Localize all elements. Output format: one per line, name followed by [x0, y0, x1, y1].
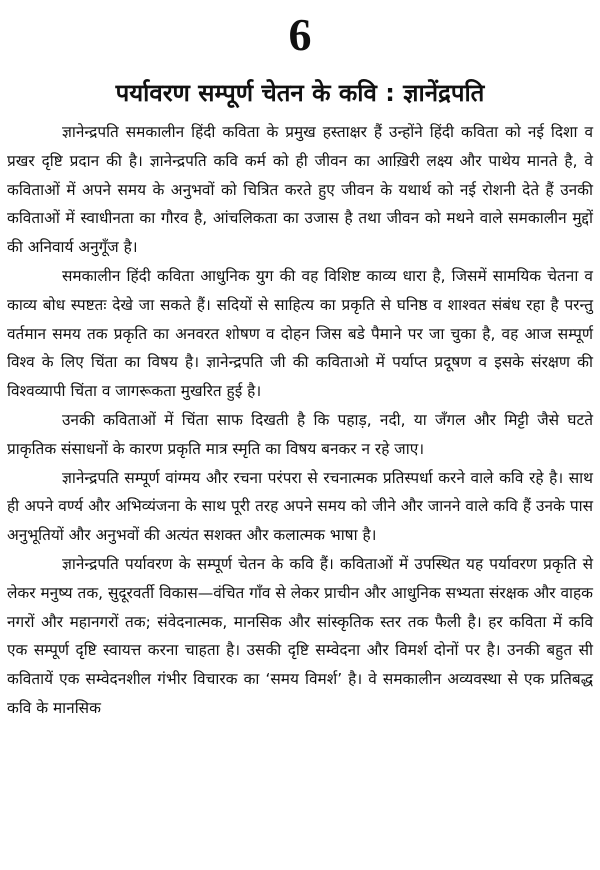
paragraph: ज्ञानेन्द्रपति समकालीन हिंदी कविता के प्रमुख हस्ताक्षर हैं उन्होंने हिंदी कविता को नई दिशा व प्रखर दृष्टि प्रदान की है। ज्ञानेन्द्रपति कवि कर्म को ही जीवन का आख़िरी लक्ष्य और पाथेय मानते है, वे कविताओं में अपने समय के अनुभवों को चित्रित करते हुए जीवन के यथार्थ को नई रोशनी देते हैं उनकी कविताओं में स्वाधीनता का गौरव है, आंचलिकता का उजास है तथा जीवन को मथने वाले समकालीन मुद्दों की अनिवार्य अनुगूँज है। — [7, 123, 593, 257]
paragraph: ज्ञानेन्द्रपति पर्यावरण के सम्पूर्ण चेतन के कवि हैं। कविताओं में उपस्थित यह पर्यावरण प्रकृति से लेकर मनुष्य तक, सुदूरवर्ती विकास—वंचित गाँव से लेकर प्राचीन और आधुनिक सभ्यता संरक्षक और वाहक नगरों और महानगरों तक; संवेदनात्मक, मानसिक और सांस्कृतिक स्तर तक फैली है। हर कविता में कवि एक सम्पूर्ण दृष्टि स्वायत्त करना चाहता है। उसकी दृष्टि सम्वेदना और विमर्श दोनों पर है। उनकी बहुत सी कवितायें एक सम्वेदनशील गंभीर विचारक का ‘समय विमर्श’ है। वे समकालीन अव्यवस्था से एक प्रतिबद्ध कवि के मानसिक — [7, 554, 593, 717]
chapter-number: 6 — [288, 9, 312, 60]
paragraph: उनकी कविताओं में चिंता साफ दिखती है कि पहाड़, नदी, या जँगल और मिट्टी जैसे घटते प्राकृतिक संसाधनों के कारण प्रकृति मात्र स्मृति का विषय बनकर न रहे जाए। — [7, 410, 593, 458]
chapter-body — [7, 118, 593, 723]
paragraph: ज्ञानेन्द्रपति सम्पूर्ण वांग्मय और रचना परंपरा से रचनात्मक प्रतिस्पर्धा करने वाले कवि रहे है। साथ ही अपने वर्ण्य और अभिव्यंजना के साथ पूरी तरह अपने समय को जीने और जानने वाले कवि हैं उनके पास अनुभूतियों और अनुभवों की अत्यंत सशक्त और कलात्मक भाषा है। — [7, 468, 593, 545]
paragraph: समकालीन हिंदी कविता आधुनिक युग की वह विशिष्ट काव्य धारा है, जिसमें सामयिक चेतना व काव्य बोध स्पष्टतः देखे जा सकते हैं। सदियों से साहित्य का प्रकृति से घनिष्ठ व शाश्वत संबंध रहा है परन्तु वर्तमान समय तक प्रकृति का अनवरत शोषण व दोहन जिस बडे पैमाने पर जा चुका है, वह आज सम्पूर्ण विश्व के लिए चिंता का विषय है। ज्ञानेन्द्रपति जी की कविताओ में पर्याप्त प्रदूषण व इसके संरक्षण की विश्वव्यापी चिंता व जागरूकता मुखरित हुई है। — [7, 266, 593, 401]
chapter-title: पर्यावरण सम्पूर्ण चेतन के कवि : ज्ञानेंद्रपति — [115, 79, 485, 107]
